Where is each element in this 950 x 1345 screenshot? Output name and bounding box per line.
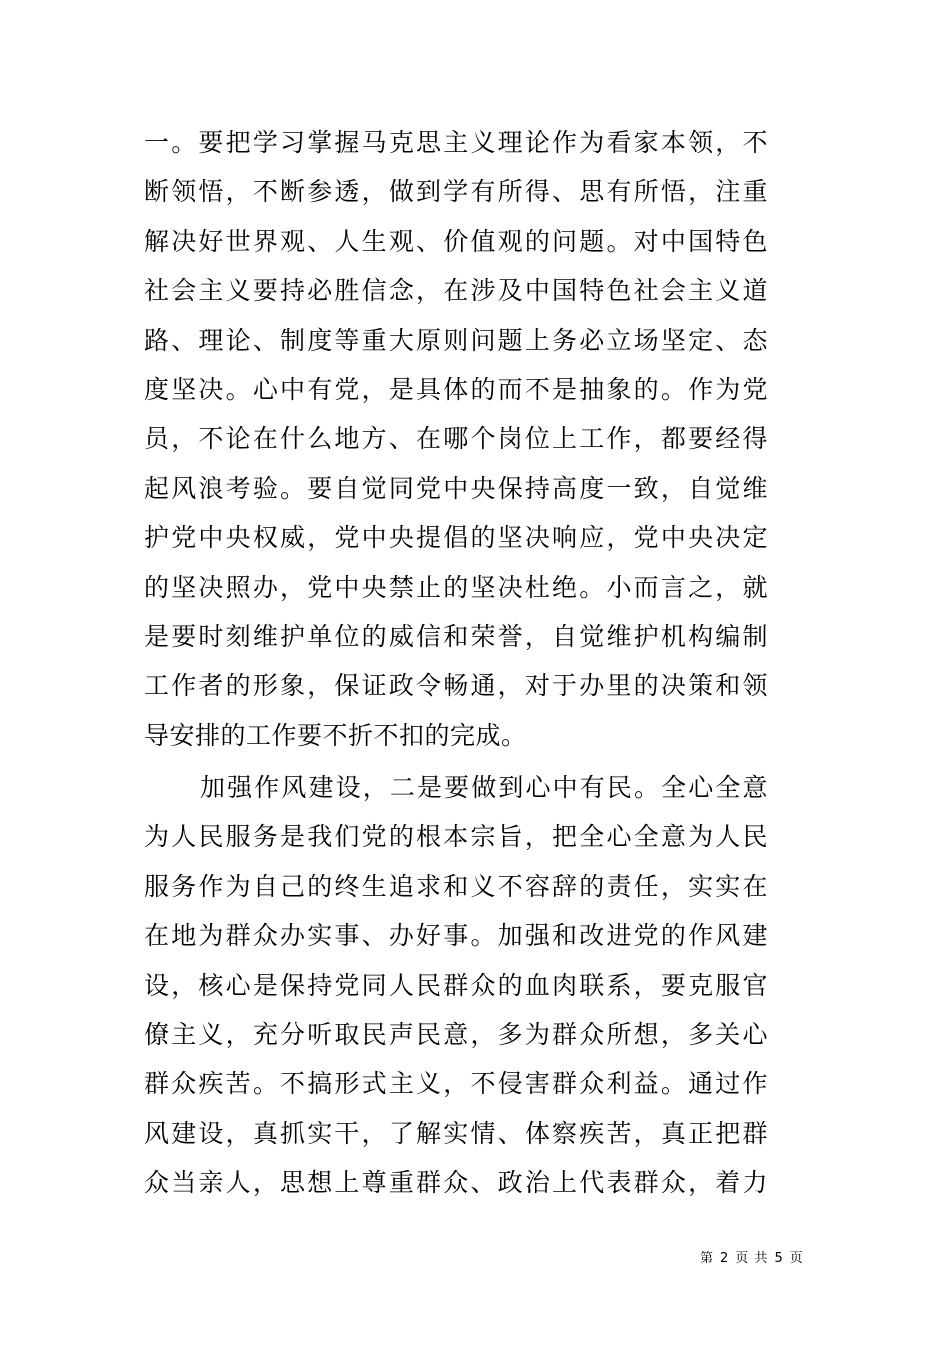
page-number-footer bbox=[700, 1249, 804, 1269]
text-line: 一。要把学习掌握马克思主义理论作为看家本领，不 bbox=[144, 128, 768, 157]
text-line: 僚主义，充分听取民声民意，多为群众所想，多关心 bbox=[144, 1020, 768, 1050]
footer-middle: 页 共 bbox=[735, 1251, 769, 1266]
text-line: 导安排的工作要不折不扣的完成。 bbox=[144, 720, 527, 750]
paragraph-2 bbox=[144, 763, 768, 1208]
text-line: 群众疾苦。不搞形式主义，不侵害群众利益。通过作 bbox=[144, 1069, 768, 1099]
text-line: 加强作风建设，二是要做到心中有民。全心全意 bbox=[200, 773, 768, 803]
text-line: 度坚决。心中有党，是具体的而不是抽象的。作为党 bbox=[144, 374, 768, 404]
text-line: 服务作为自己的终生追求和义不容辞的责任，实实在 bbox=[144, 871, 768, 901]
text-line: 解决好世界观、人生观、价值观的问题。对中国特色 bbox=[144, 226, 768, 256]
text-line: 员，不论在什么地方、在哪个岗位上工作，都要经得 bbox=[144, 424, 768, 454]
text-line: 路、理论、制度等重大原则问题上务必立场坚定、态 bbox=[144, 325, 768, 355]
text-line: 在地为群众办实事、办好事。加强和改进党的作风建 bbox=[144, 921, 768, 951]
text-line: 风建设，真抓实干，了解实情、体察疾苦，真正把群 bbox=[144, 1118, 768, 1148]
paragraph-1 bbox=[144, 118, 768, 760]
text-line: 护党中央权威，党中央提倡的坚决响应，党中央决定 bbox=[144, 523, 768, 553]
footer-prefix: 第 bbox=[700, 1251, 715, 1266]
text-line: 是要时刻维护单位的威信和荣誉，自觉维护机构编制 bbox=[144, 621, 768, 651]
current-page-number: 2 bbox=[720, 1251, 730, 1266]
total-pages-number: 5 bbox=[774, 1251, 784, 1266]
text-line: 设，核心是保持党同人民群众的血肉联系，要克服官 bbox=[144, 970, 768, 1000]
text-line: 为人民服务是我们党的根本宗旨，把全心全意为人民 bbox=[144, 822, 768, 852]
document-body bbox=[144, 118, 768, 1208]
text-line: 断领悟，不断参透，做到学有所得、思有所悟，注重 bbox=[144, 177, 768, 207]
text-line: 起风浪考验。要自觉同党中央保持高度一致，自觉维 bbox=[144, 473, 768, 503]
text-line: 众当亲人，思想上尊重群众、政治上代表群众，着力 bbox=[144, 1168, 768, 1198]
text-line: 工作者的形象，保证政令畅通，对于办里的决策和领 bbox=[144, 671, 768, 701]
text-line: 社会主义要持必胜信念，在涉及中国特色社会主义道 bbox=[144, 276, 768, 306]
footer-suffix: 页 bbox=[789, 1251, 804, 1266]
text-line: 的坚决照办，党中央禁止的坚决杜绝。小而言之，就 bbox=[144, 572, 768, 602]
